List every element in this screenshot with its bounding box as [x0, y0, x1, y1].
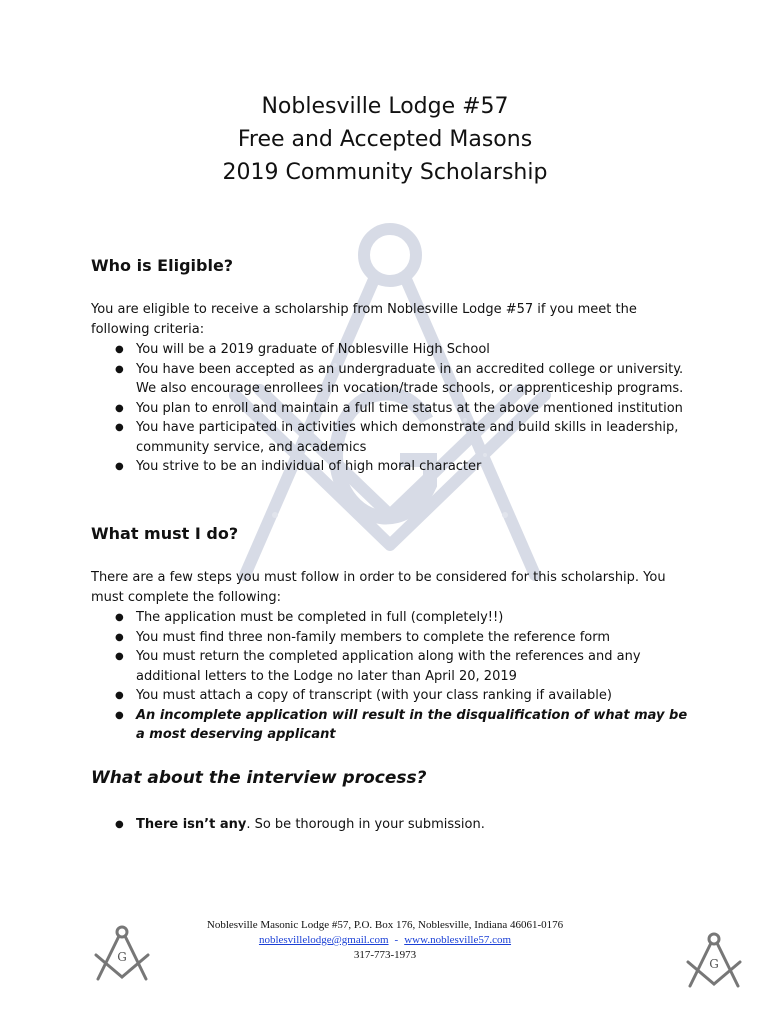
bullet-icon: ● [115, 631, 124, 643]
bullet-icon: ● [115, 363, 124, 375]
bullet-icon: ● [115, 690, 124, 701]
bullet-icon: ● [115, 709, 124, 721]
email-link[interactable]: noblesvillelodge@gmail.com [258, 934, 389, 946]
svg-text:G: G [709, 957, 719, 971]
requirements-intro: There are a few steps you must follow in order to be considered for this scholarship. You must complete the following: [91, 570, 666, 605]
bullet-icon: ● [115, 422, 124, 433]
list-item: ● You have participated in activities which demonstrate and build skills in leadership, community service, and academics [115, 420, 679, 455]
list-item: ● You must return the completed application along with the references and any additional letters to the Lodge no later than April 20, 2019 [115, 649, 641, 684]
list-item: ● You strive to be an individual of high moral character [91, 457, 691, 477]
title-line-scholarship: 2019 Community Scholarship [222, 160, 548, 185]
bullet-icon: ● [115, 651, 124, 662]
footer-phone: 317-773-1973 [353, 949, 417, 961]
list-item: ● The application must be completed in full (completely!!) [91, 608, 691, 628]
interview-answer-rest: . So be thorough in your submission. [246, 817, 485, 832]
list-item: ● You must attach a copy of transcript (with your class ranking if available) [91, 686, 691, 706]
footer-address: Noblesville Masonic Lodge #57, P.O. Box 176, Noblesville, Indiana 46061-0176 [206, 919, 564, 931]
list-item: ● You will be a 2019 graduate of Noblesville High School [91, 340, 691, 360]
bullet-icon: ● [115, 402, 124, 414]
interview-heading: What about the interview process? [91, 768, 427, 788]
requirements-heading: What must I do? [91, 524, 239, 543]
requirements-list [91, 608, 691, 745]
svg-text:G: G [117, 950, 127, 964]
link-separator: - [394, 934, 399, 946]
bullet-icon: ● [115, 612, 124, 623]
list-item [91, 815, 691, 835]
eligibility-list [91, 340, 691, 477]
list-item: ● You plan to enroll and maintain a full time status at the above mentioned institution [91, 399, 691, 419]
bullet-icon: ● [115, 819, 124, 830]
eligibility-intro: You are eligible to receive a scholarship from Noblesville Lodge #57 if you meet the following criteria: [91, 302, 637, 337]
interview-list [91, 815, 691, 835]
list-item: ● You must find three non-family members to complete the reference form [91, 628, 691, 648]
title-line-masons: Free and Accepted Masons [237, 127, 533, 152]
bullet-icon: ● [115, 344, 124, 355]
list-item: ● An incomplete application will result in the disqualification of what may be a most deserving applicant [115, 707, 688, 742]
document-title [0, 90, 770, 189]
list-item: ● You have been accepted as an undergraduate in an accredited college or university. We also encourage enrollees in vocation/trade schools, or apprenticeship programs. [115, 361, 684, 396]
website-link[interactable]: www.noblesville57.com [404, 934, 512, 946]
title-line-lodge: Noblesville Lodge #57 [261, 94, 509, 119]
eligibility-heading: Who is Eligible? [91, 256, 234, 275]
bullet-icon: ● [115, 461, 124, 472]
interview-answer-bold: There isn’t any [136, 817, 247, 832]
footer [0, 918, 770, 963]
footer-contact-links [0, 933, 770, 948]
